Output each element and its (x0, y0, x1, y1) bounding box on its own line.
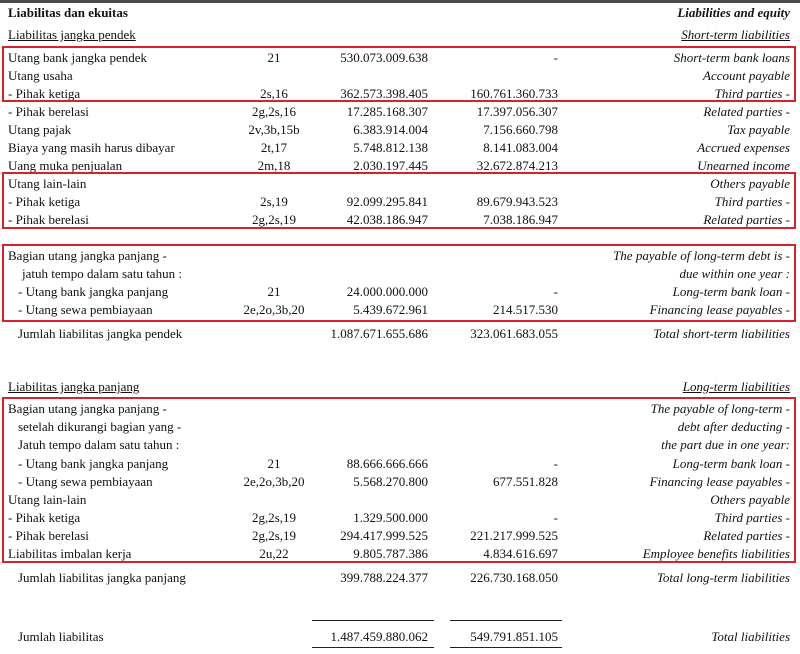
row-current-value: 88.666.666.666 (346, 456, 428, 471)
row-label-id: - Utang bank jangka panjang (18, 284, 169, 299)
row-note: 2e,2o,3b,20 (243, 302, 305, 317)
row-label-en: Others payable (710, 492, 790, 507)
row-note: 2s,19 (260, 194, 288, 209)
row-note: 2e,2o,3b,20 (243, 474, 305, 489)
sum-underline-current (312, 620, 434, 621)
row-label-id: - Utang sewa pembiayaan (18, 474, 153, 489)
row-label-en: The payable of long-term debt is - (613, 248, 790, 263)
row-label-en: Financing lease payables - (649, 302, 790, 317)
row-label-id: Biaya yang masih harus dibayar (8, 140, 175, 155)
row-note: 2s,16 (260, 86, 288, 101)
sum-double-line-current (312, 647, 434, 648)
row-prior-value: 4.834.616.697 (483, 546, 558, 561)
long-term-total-row (0, 569, 800, 586)
row-label-id: Jatuh tempo dalam satu tahun : (18, 437, 180, 452)
row-current-value: 92.099.295.841 (346, 194, 428, 209)
short-term-title-en: Short-term liabilities (681, 27, 790, 42)
highlight-box-other-payables (2, 172, 796, 229)
row-current-value: 2.030.197.445 (353, 158, 428, 173)
row-note: 2m,18 (257, 158, 291, 173)
row-prior-value: 8.141.083.004 (483, 140, 558, 155)
long-term-title-id: Liabilitas jangka panjang (8, 379, 140, 394)
row-label-id: Liabilitas imbalan kerja (8, 546, 132, 561)
row-note: 21 (267, 284, 281, 299)
row-current-value: 5.439.672.961 (353, 302, 428, 317)
row-current-value: 5.568.270.800 (353, 474, 428, 489)
grand-total-current-value: 1.487.459.880.062 (330, 629, 428, 644)
row-current-value: 5.748.812.138 (353, 140, 428, 155)
row-label-en: The payable of long-term - (650, 401, 790, 416)
row-prior-value: - (553, 284, 558, 299)
row-label-en: Financing lease payables - (649, 474, 790, 489)
row-label-en: due within one year : (679, 266, 790, 281)
total-prior-value: 226.730.168.050 (470, 570, 558, 585)
total-label-id: Jumlah liabilitas jangka panjang (18, 570, 186, 585)
row-label-id: - Pihak ketiga (8, 194, 81, 209)
table-row (0, 121, 800, 138)
row-label-id: - Utang sewa pembiayaan (18, 302, 153, 317)
row-note: 21 (267, 456, 281, 471)
row-label-id: Utang pajak (8, 122, 72, 137)
long-term-title-en: Long-term liabilities (682, 379, 790, 394)
total-prior-value: 323.061.683.055 (470, 326, 558, 341)
row-prior-value: 677.551.828 (493, 474, 558, 489)
row-label-en: Short-term bank loans (673, 50, 790, 65)
grand-total-row (0, 628, 800, 645)
row-label-en: Accrued expenses (697, 140, 790, 155)
row-prior-value: 214.517.530 (493, 302, 558, 317)
grand-total-label-en: Total liabilities (711, 629, 790, 644)
row-prior-value: 160.761.360.733 (470, 86, 558, 101)
row-prior-value: - (553, 510, 558, 525)
row-note: 2g,2s,16 (251, 104, 297, 119)
row-label-id: Utang usaha (8, 68, 73, 83)
top-edge-bar (0, 0, 800, 3)
row-label-id: Utang lain-lain (8, 176, 87, 191)
row-label-id: - Pihak ketiga (8, 86, 81, 101)
grand-total-label-id: Jumlah liabilitas (18, 629, 104, 644)
short-term-title-id: Liabilitas jangka pendek (8, 27, 136, 42)
row-prior-value: 17.397.056.307 (476, 104, 558, 119)
row-label-id: jatuh tempo dalam satu tahun : (22, 266, 182, 281)
highlight-box-current-portion-long-term (2, 244, 796, 322)
row-label-id: Utang bank jangka pendek (8, 50, 147, 65)
table-row (0, 103, 800, 120)
row-label-id: - Pihak ketiga (8, 510, 81, 525)
row-label-id: - Pihak berelasi (8, 104, 89, 119)
row-label-en: Long-term bank loan - (672, 456, 790, 471)
sum-double-line-prior (450, 647, 562, 648)
row-note: 2u,22 (259, 546, 289, 561)
row-current-value: 17.285.168.307 (346, 104, 428, 119)
row-label-en: Unearned income (697, 158, 790, 173)
row-label-id: - Utang bank jangka panjang (18, 456, 169, 471)
row-prior-value: 221.217.999.525 (470, 528, 558, 543)
row-label-id: - Pihak berelasi (8, 528, 89, 543)
long-term-title-row (0, 378, 800, 395)
row-label-en: the part due in one year: (661, 437, 790, 452)
row-label-en: Long-term bank loan - (672, 284, 790, 299)
row-label-id: - Pihak berelasi (8, 212, 89, 227)
row-current-value: 530.073.009.638 (340, 50, 428, 65)
row-current-value: 42.038.186.947 (346, 212, 428, 227)
row-prior-value: 32.672.874.213 (476, 158, 558, 173)
row-note: 2g,2s,19 (251, 528, 297, 543)
row-prior-value: 89.679.943.523 (476, 194, 558, 209)
row-note: 2g,2s,19 (251, 510, 297, 525)
row-label-en: Related parties - (703, 528, 790, 543)
row-prior-value: - (553, 50, 558, 65)
row-prior-value: - (553, 456, 558, 471)
row-label-en: Others payable (710, 176, 790, 191)
row-label-en: Third parties - (714, 86, 790, 101)
row-label-id: Utang lain-lain (8, 492, 87, 507)
total-label-id: Jumlah liabilitas jangka pendek (18, 326, 183, 341)
row-label-en: Account payable (703, 68, 790, 83)
row-current-value: 362.573.398.405 (340, 86, 428, 101)
row-current-value: 9.805.787.386 (353, 546, 428, 561)
row-label-id: Bagian utang jangka panjang - (8, 401, 167, 416)
statement-header (0, 4, 800, 21)
row-label-en: Related parties - (703, 104, 790, 119)
row-note: 2v,3b,15b (248, 122, 300, 137)
highlight-box-short-term-loans (2, 46, 796, 102)
row-label-id: setelah dikurangi bagian yang - (18, 419, 182, 434)
row-label-id: Uang muka penjualan (8, 158, 123, 173)
row-current-value: 6.383.914.004 (353, 122, 428, 137)
total-label-en: Total short-term liabilities (653, 326, 790, 341)
short-term-total-row (0, 325, 800, 342)
row-current-value: 1.329.500.000 (353, 510, 428, 525)
header-title-id: Liabilitas dan ekuitas (8, 5, 128, 20)
grand-total-prior-value: 549.791.851.105 (470, 629, 558, 644)
sum-underline-prior (450, 620, 562, 621)
row-prior-value: 7.156.660.798 (483, 122, 558, 137)
row-label-en: Third parties - (714, 194, 790, 209)
header-title-en: Liabilities and equity (677, 5, 790, 20)
total-current-value: 1.087.671.655.686 (330, 326, 428, 341)
row-label-en: Related parties - (703, 212, 790, 227)
row-label-id: Bagian utang jangka panjang - (8, 248, 167, 263)
row-prior-value: 7.038.186.947 (483, 212, 558, 227)
row-note: 2g,2s,19 (251, 212, 297, 227)
row-note: 21 (267, 50, 281, 65)
table-row (0, 139, 800, 156)
total-current-value: 399.788.224.377 (340, 570, 428, 585)
highlight-box-long-term-liabilities (2, 397, 796, 563)
row-current-value: 294.417.999.525 (340, 528, 428, 543)
short-term-title-row (0, 26, 800, 43)
row-label-en: Employee benefits liabilities (642, 546, 790, 561)
total-label-en: Total long-term liabilities (656, 570, 790, 585)
row-label-en: debt after deducting - (677, 419, 790, 434)
row-note: 2t,17 (260, 140, 288, 155)
row-label-en: Tax payable (727, 122, 790, 137)
row-current-value: 24.000.000.000 (346, 284, 428, 299)
row-label-en: Third parties - (714, 510, 790, 525)
